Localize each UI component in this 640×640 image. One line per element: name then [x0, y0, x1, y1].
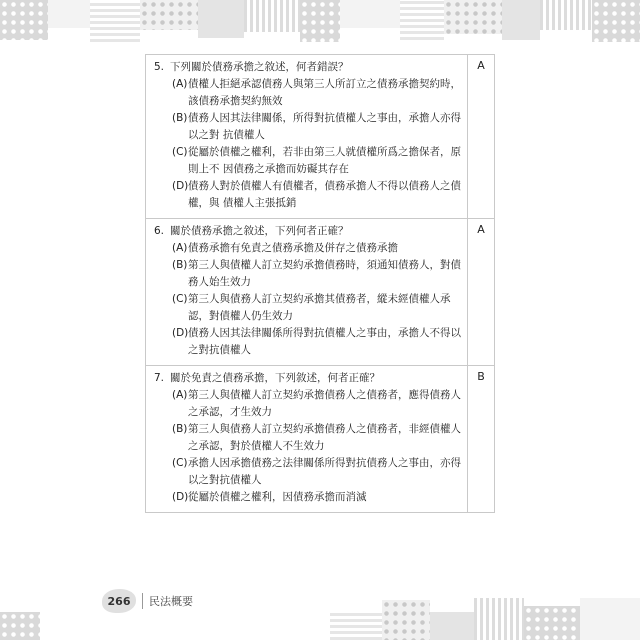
option-text: 第三人與債務人訂立契約承擔其債務者，縱未經債權人承認，對債權人仍生效力: [188, 293, 451, 322]
decorative-tape: [400, 0, 444, 40]
option-label: (B): [172, 423, 188, 435]
option-b: [172, 110, 461, 144]
question-row-6: [146, 219, 494, 366]
question-number: 6.: [154, 225, 165, 237]
decorative-tape: [0, 0, 48, 40]
page-number: 266: [102, 589, 136, 613]
option-label: (A): [172, 389, 188, 401]
option-label: (A): [172, 242, 188, 254]
question-cell: [146, 366, 468, 512]
decorative-tape: [48, 0, 90, 28]
question-table: [145, 54, 495, 513]
question-row-7: [146, 366, 494, 512]
option-text: 第三人與債權人訂立契約承擔債務人之債務者，應得債務人之承認，才生效力: [188, 389, 461, 418]
decorative-tape: [580, 598, 640, 640]
section-title: 民法概要: [142, 593, 193, 609]
question-stem: [154, 59, 461, 76]
decorative-tape: [382, 600, 430, 640]
option-c: [172, 144, 461, 178]
option-a: [172, 240, 461, 257]
option-text: 從屬於債權之權利，因債務承擔而消滅: [188, 491, 367, 503]
question-text: 關於免責之債務承擔，下列敘述，何者正確？: [170, 372, 380, 384]
decorative-tape: [502, 0, 540, 40]
option-d: [172, 489, 461, 506]
question-text: 關於債務承擔之敘述，下列何者正確？: [170, 225, 349, 237]
option-label: (D): [172, 327, 189, 339]
option-label: (D): [172, 180, 189, 192]
question-cell: [146, 219, 468, 365]
option-label: (B): [172, 259, 188, 271]
option-b: [172, 421, 461, 455]
option-label: (C): [172, 293, 188, 305]
decorative-tape: [540, 0, 592, 30]
decorative-tape: [330, 610, 382, 640]
option-text: 債權人拒絕承認債務人與第三人所訂立之債務承擔契約時，該債務承擔契約無效: [188, 78, 461, 107]
option-text: 債務人因其法律關係所得對抗債權人之事由，承擔人不得以之對抗債權人: [188, 327, 461, 356]
option-a: [172, 76, 461, 110]
decorative-tape: [90, 0, 140, 42]
option-c: [172, 291, 461, 325]
answer-cell: B: [477, 370, 485, 383]
option-d: [172, 325, 461, 359]
decorative-tape: [300, 0, 340, 42]
option-text: 債務人對於債權人有債權者，債務承擔人不得以債務人之債權，與 債權人主張抵銷: [188, 180, 461, 209]
option-text: 債務承擔有免責之債務承擔及併存之債務承擔: [188, 242, 398, 254]
option-label: (B): [172, 112, 188, 124]
decorative-tape: [474, 598, 524, 640]
option-text: 第三人與債權人訂立契約承擔債務時，須通知債務人，對債務人始生效力: [188, 259, 461, 288]
decorative-tape: [592, 0, 640, 42]
decorative-tape: [524, 606, 580, 640]
question-stem: [154, 370, 461, 387]
option-label: (C): [172, 457, 188, 469]
page-footer: [102, 589, 193, 613]
question-number: 5.: [154, 61, 165, 73]
option-text: 從屬於債權之權利，若非由第三人就債權所爲之擔保者，原則上不 因債務之承擔而妨礙其存在: [188, 146, 461, 175]
answer-cell: A: [477, 223, 485, 236]
decorative-tape: [444, 0, 502, 34]
option-text: 債務人因其法律關係，所得對抗債權人之事由，承擔人亦得以之對 抗債權人: [188, 112, 461, 141]
option-label: (C): [172, 146, 188, 158]
question-number: 7.: [154, 372, 165, 384]
question-stem: [154, 223, 461, 240]
option-b: [172, 257, 461, 291]
option-c: [172, 455, 461, 489]
question-cell: [146, 55, 468, 218]
option-label: (A): [172, 78, 188, 90]
option-label: (D): [172, 491, 189, 503]
decorative-tape: [430, 612, 474, 640]
question-text: 下列關於債務承擔之敘述，何者錯誤？: [170, 61, 349, 73]
option-a: [172, 387, 461, 421]
decorative-tape: [0, 612, 40, 640]
decorative-tape: [140, 0, 198, 30]
option-text: 第三人與債務人訂立契約承擔債務人之債務者，非經債權人之承認，對於債權人不生效力: [188, 423, 461, 452]
question-row-5: [146, 55, 494, 219]
decorative-tape: [198, 0, 244, 38]
decorative-tape: [244, 0, 300, 32]
option-text: 承擔人因承擔債務之法律關係所得對抗債務人之事由，亦得以之對抗債權人: [188, 457, 461, 486]
answer-cell: A: [477, 59, 485, 72]
option-d: [172, 178, 461, 212]
decorative-tape: [340, 0, 400, 28]
